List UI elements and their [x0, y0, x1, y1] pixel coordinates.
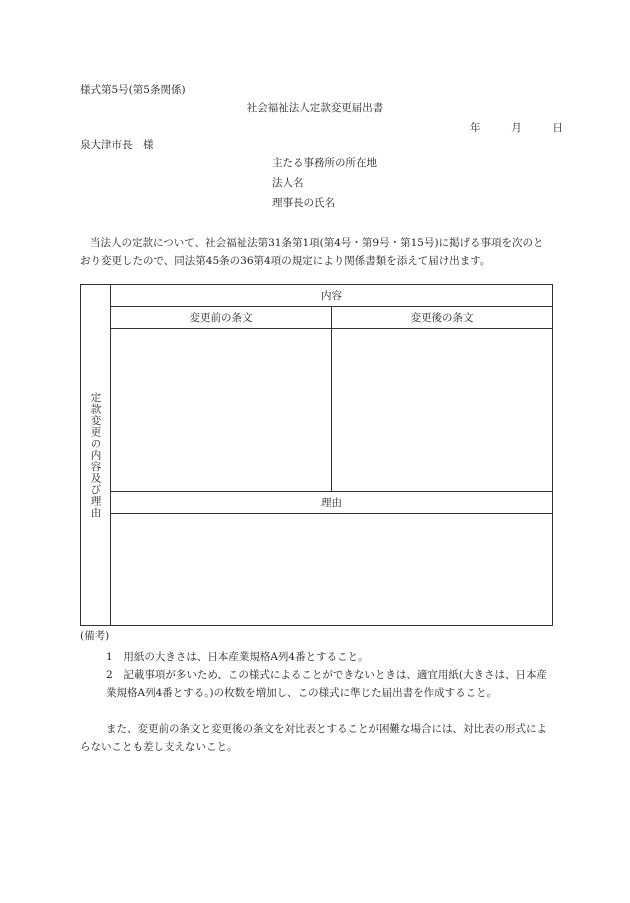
- note-number: 2: [106, 669, 113, 681]
- notes-heading: (備考): [80, 630, 110, 642]
- note-text: 記載事項が多いため、この様式によることができないときは、適宜用紙(大きさは、日本産業規格A列4番とする。)の枚数を増加し、この様式に準じた届出書を作成すること。: [106, 669, 548, 699]
- note-supplement: また、変更前の条文と変更後の条文を対比表とすることが困難な場合には、対比表の形式によらないことも差し支えないこと。: [80, 723, 547, 753]
- before-text-area[interactable]: [111, 329, 332, 491]
- body-text: 当法人の定款について、社会福祉法第31条第1項(第4号・第9号・第15号)に掲げる事項を次のとおり変更したので、同法第45条の36第4項の規定により関係書類を添えて届け出ます。: [80, 237, 544, 267]
- after-header: 変更後の条文: [332, 307, 553, 329]
- date-year: 年: [470, 122, 481, 134]
- reason-text-area[interactable]: [111, 513, 553, 625]
- side-label-cell: [81, 285, 111, 626]
- date-day: 日: [552, 122, 563, 134]
- note-number: 1: [106, 651, 113, 663]
- office-address-label: 主たる事務所の所在地: [272, 157, 377, 169]
- corporation-name-label: 法人名: [272, 177, 304, 189]
- document-title: 社会福祉法人定款変更届出書: [246, 102, 384, 114]
- addressee: 泉大津市長 様: [80, 139, 154, 151]
- form-number: 様式第5号(第5条関係): [80, 84, 186, 96]
- date-month: 月: [511, 122, 522, 134]
- after-text-area[interactable]: [332, 329, 553, 491]
- note-item: [106, 648, 556, 666]
- note-item: [106, 666, 556, 702]
- side-label: 定款変更の内容及び理由: [89, 391, 102, 519]
- note-text: 用紙の大きさは、日本産業規格A列4番とすること。: [123, 651, 369, 663]
- before-header: 変更前の条文: [111, 307, 332, 329]
- amendment-table: [80, 284, 553, 626]
- content-header: 内容: [111, 285, 553, 307]
- reason-header: 理由: [111, 491, 553, 513]
- representative-name-label: 理事長の氏名: [272, 197, 335, 209]
- date-line: [470, 121, 563, 135]
